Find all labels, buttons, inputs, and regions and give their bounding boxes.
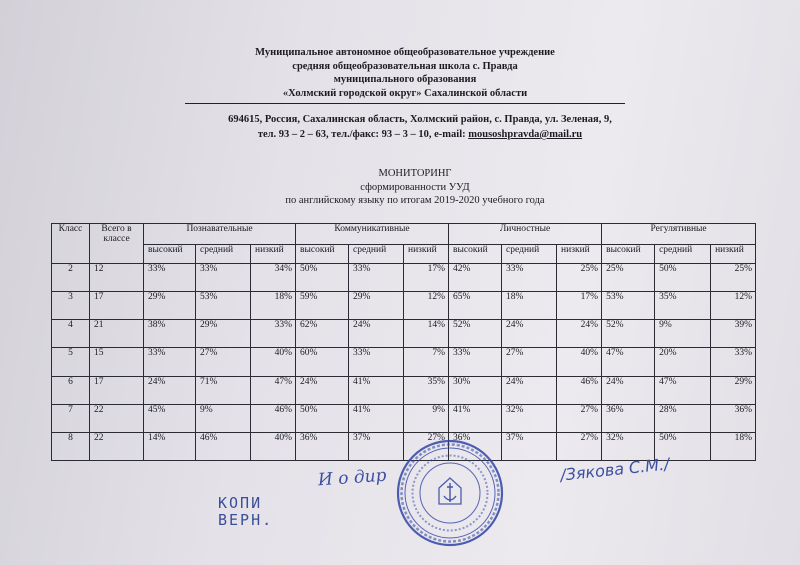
- cell-value: 30%: [449, 376, 502, 404]
- cell-class: 7: [52, 404, 90, 432]
- cell-value: 41%: [449, 404, 502, 432]
- cell-value: 41%: [349, 376, 404, 404]
- header-level: высокий: [602, 245, 655, 264]
- cell-value: 27%: [557, 404, 602, 432]
- cell-value: 42%: [449, 264, 502, 292]
- cell-value: 52%: [449, 320, 502, 348]
- cell-class: 4: [52, 320, 90, 348]
- cell-value: 17%: [557, 292, 602, 320]
- email-link[interactable]: mousoshpravda@mail.ru: [468, 129, 583, 140]
- address-line-2: [190, 127, 650, 142]
- cell-total: 17: [90, 376, 144, 404]
- cell-value: 47%: [251, 376, 296, 404]
- cell-value: 65%: [449, 292, 502, 320]
- kopia-verna-stamp: [218, 495, 273, 529]
- cell-value: 37%: [502, 432, 557, 460]
- header-level: высокий: [144, 245, 196, 264]
- cell-value: 53%: [196, 292, 251, 320]
- address-phones: тел. 93 – 2 – 63, тел./факс: 93 – 3 – 10, e-mail:: [257, 129, 469, 140]
- cell-value: 9%: [196, 404, 251, 432]
- cell-value: 33%: [144, 264, 196, 292]
- table-header-row-levels: [52, 245, 756, 264]
- cell-value: 50%: [296, 264, 349, 292]
- header-line-3: муниципального образования: [333, 74, 477, 85]
- cell-class: 5: [52, 348, 90, 376]
- cell-value: 12%: [711, 292, 756, 320]
- header-line-2: средняя общеобразовательная школа с. Правда: [292, 60, 518, 72]
- header-level: высокий: [296, 245, 349, 264]
- cell-value: 50%: [655, 432, 711, 460]
- header-level: низкий: [557, 245, 602, 264]
- cell-value: 33%: [502, 264, 557, 292]
- header-level: низкий: [711, 245, 756, 264]
- cell-value: 33%: [449, 348, 502, 376]
- cell-value: 24%: [602, 376, 655, 404]
- cell-value: 25%: [557, 264, 602, 292]
- cell-value: 60%: [296, 348, 349, 376]
- cell-value: 46%: [196, 432, 251, 460]
- cell-value: 29%: [711, 376, 756, 404]
- kopia-line-2: ВЕРН.: [218, 511, 274, 529]
- cell-value: 71%: [196, 376, 251, 404]
- table-row: [52, 264, 756, 292]
- header-line-1: Муниципальное автономное общеобразовательное учреждение: [255, 47, 555, 58]
- cell-value: 36%: [711, 404, 756, 432]
- cell-total: 21: [90, 320, 144, 348]
- cell-value: 18%: [502, 292, 557, 320]
- table-row: [52, 348, 756, 376]
- cell-value: 38%: [144, 320, 196, 348]
- header-level: высокий: [449, 245, 502, 264]
- cell-value: 29%: [144, 292, 196, 320]
- handwritten-signer-name: /Зякова С.М./: [559, 454, 671, 485]
- cell-value: 28%: [655, 404, 711, 432]
- cell-value: 50%: [655, 264, 711, 292]
- cell-value: 14%: [404, 320, 449, 348]
- cell-total: 17: [90, 292, 144, 320]
- header-total: Всего в классе: [90, 224, 144, 264]
- cell-total: 15: [90, 348, 144, 376]
- title-line-2: сформированности УУД: [360, 181, 470, 193]
- cell-value: 47%: [602, 348, 655, 376]
- header-class: Класс: [52, 224, 90, 264]
- cell-value: 40%: [557, 348, 602, 376]
- cell-value: 46%: [557, 376, 602, 404]
- cell-value: 27%: [502, 348, 557, 376]
- cell-value: 29%: [196, 320, 251, 348]
- table-header-row-groups: [52, 224, 756, 245]
- cell-value: 29%: [349, 292, 404, 320]
- header-level: низкий: [404, 245, 449, 264]
- cell-value: 9%: [404, 404, 449, 432]
- table-row: [52, 292, 756, 320]
- cell-value: 35%: [404, 376, 449, 404]
- title-line-3: по английскому языку по итогам 2019-2020 учебного года: [285, 195, 545, 206]
- cell-value: 34%: [251, 264, 296, 292]
- header-level: средний: [196, 245, 251, 264]
- cell-value: 35%: [655, 292, 711, 320]
- cell-class: 8: [52, 432, 90, 460]
- cell-value: 59%: [296, 292, 349, 320]
- cell-value: 50%: [296, 404, 349, 432]
- cell-total: 22: [90, 404, 144, 432]
- cell-value: 24%: [349, 320, 404, 348]
- table-row: [52, 376, 756, 404]
- cell-value: 33%: [711, 348, 756, 376]
- cell-value: 24%: [144, 376, 196, 404]
- document-title: [250, 167, 580, 208]
- cell-total: 22: [90, 432, 144, 460]
- header-level: низкий: [251, 245, 296, 264]
- cell-value: 24%: [502, 376, 557, 404]
- header-divider: [185, 103, 625, 104]
- cell-value: 62%: [296, 320, 349, 348]
- table-row: [52, 320, 756, 348]
- cell-value: 14%: [144, 432, 196, 460]
- cell-value: 33%: [144, 348, 196, 376]
- cell-value: 18%: [251, 292, 296, 320]
- cell-class: 3: [52, 292, 90, 320]
- cell-value: 33%: [349, 264, 404, 292]
- cell-value: 52%: [602, 320, 655, 348]
- cell-value: 36%: [296, 432, 349, 460]
- cell-value: 25%: [711, 264, 756, 292]
- cell-class: 2: [52, 264, 90, 292]
- cell-total: 12: [90, 264, 144, 292]
- cell-value: 7%: [404, 348, 449, 376]
- header-group: Личностные: [449, 224, 602, 245]
- header-group: Познавательные: [144, 224, 296, 245]
- official-round-stamp-icon: [395, 438, 505, 548]
- cell-value: 39%: [711, 320, 756, 348]
- cell-value: 33%: [251, 320, 296, 348]
- cell-value: 24%: [296, 376, 349, 404]
- school-address: [190, 112, 650, 142]
- cell-value: 24%: [502, 320, 557, 348]
- kopia-line-1: КОПИ: [218, 494, 263, 512]
- address-line-1: 694615, Россия, Сахалинская область, Холмский район, с. Правда, ул. Зеленая, 9,: [228, 114, 612, 125]
- cell-value: 36%: [602, 404, 655, 432]
- cell-value: 27%: [404, 432, 449, 460]
- cell-value: 12%: [404, 292, 449, 320]
- cell-value: 9%: [655, 320, 711, 348]
- cell-value: 17%: [404, 264, 449, 292]
- header-line-4: «Холмский городской округ» Сахалинской области: [282, 87, 528, 99]
- header-level: средний: [655, 245, 711, 264]
- header-group: Регулятивные: [602, 224, 756, 245]
- cell-value: 18%: [711, 432, 756, 460]
- cell-value: 27%: [557, 432, 602, 460]
- cell-value: 53%: [602, 292, 655, 320]
- header-level: средний: [502, 245, 557, 264]
- cell-value: 32%: [602, 432, 655, 460]
- cell-class: 6: [52, 376, 90, 404]
- cell-value: 24%: [557, 320, 602, 348]
- cell-value: 40%: [251, 432, 296, 460]
- cell-value: 20%: [655, 348, 711, 376]
- cell-value: 33%: [196, 264, 251, 292]
- cell-value: 27%: [196, 348, 251, 376]
- cell-value: 46%: [251, 404, 296, 432]
- cell-value: 47%: [655, 376, 711, 404]
- header-group: Коммуникативные: [296, 224, 449, 245]
- cell-value: 45%: [144, 404, 196, 432]
- cell-value: 33%: [349, 348, 404, 376]
- cell-value: 41%: [349, 404, 404, 432]
- cell-value: 37%: [349, 432, 404, 460]
- table-body: [52, 264, 756, 461]
- cell-value: 25%: [602, 264, 655, 292]
- cell-value: 36%: [449, 432, 502, 460]
- cell-value: 32%: [502, 404, 557, 432]
- monitoring-table: [51, 223, 756, 461]
- table-row: [52, 404, 756, 432]
- header-level: средний: [349, 245, 404, 264]
- cell-value: 40%: [251, 348, 296, 376]
- handwritten-signature: И о дир: [317, 465, 388, 491]
- school-header: [185, 46, 625, 100]
- title-line-1: МОНИТОРИНГ: [378, 168, 452, 179]
